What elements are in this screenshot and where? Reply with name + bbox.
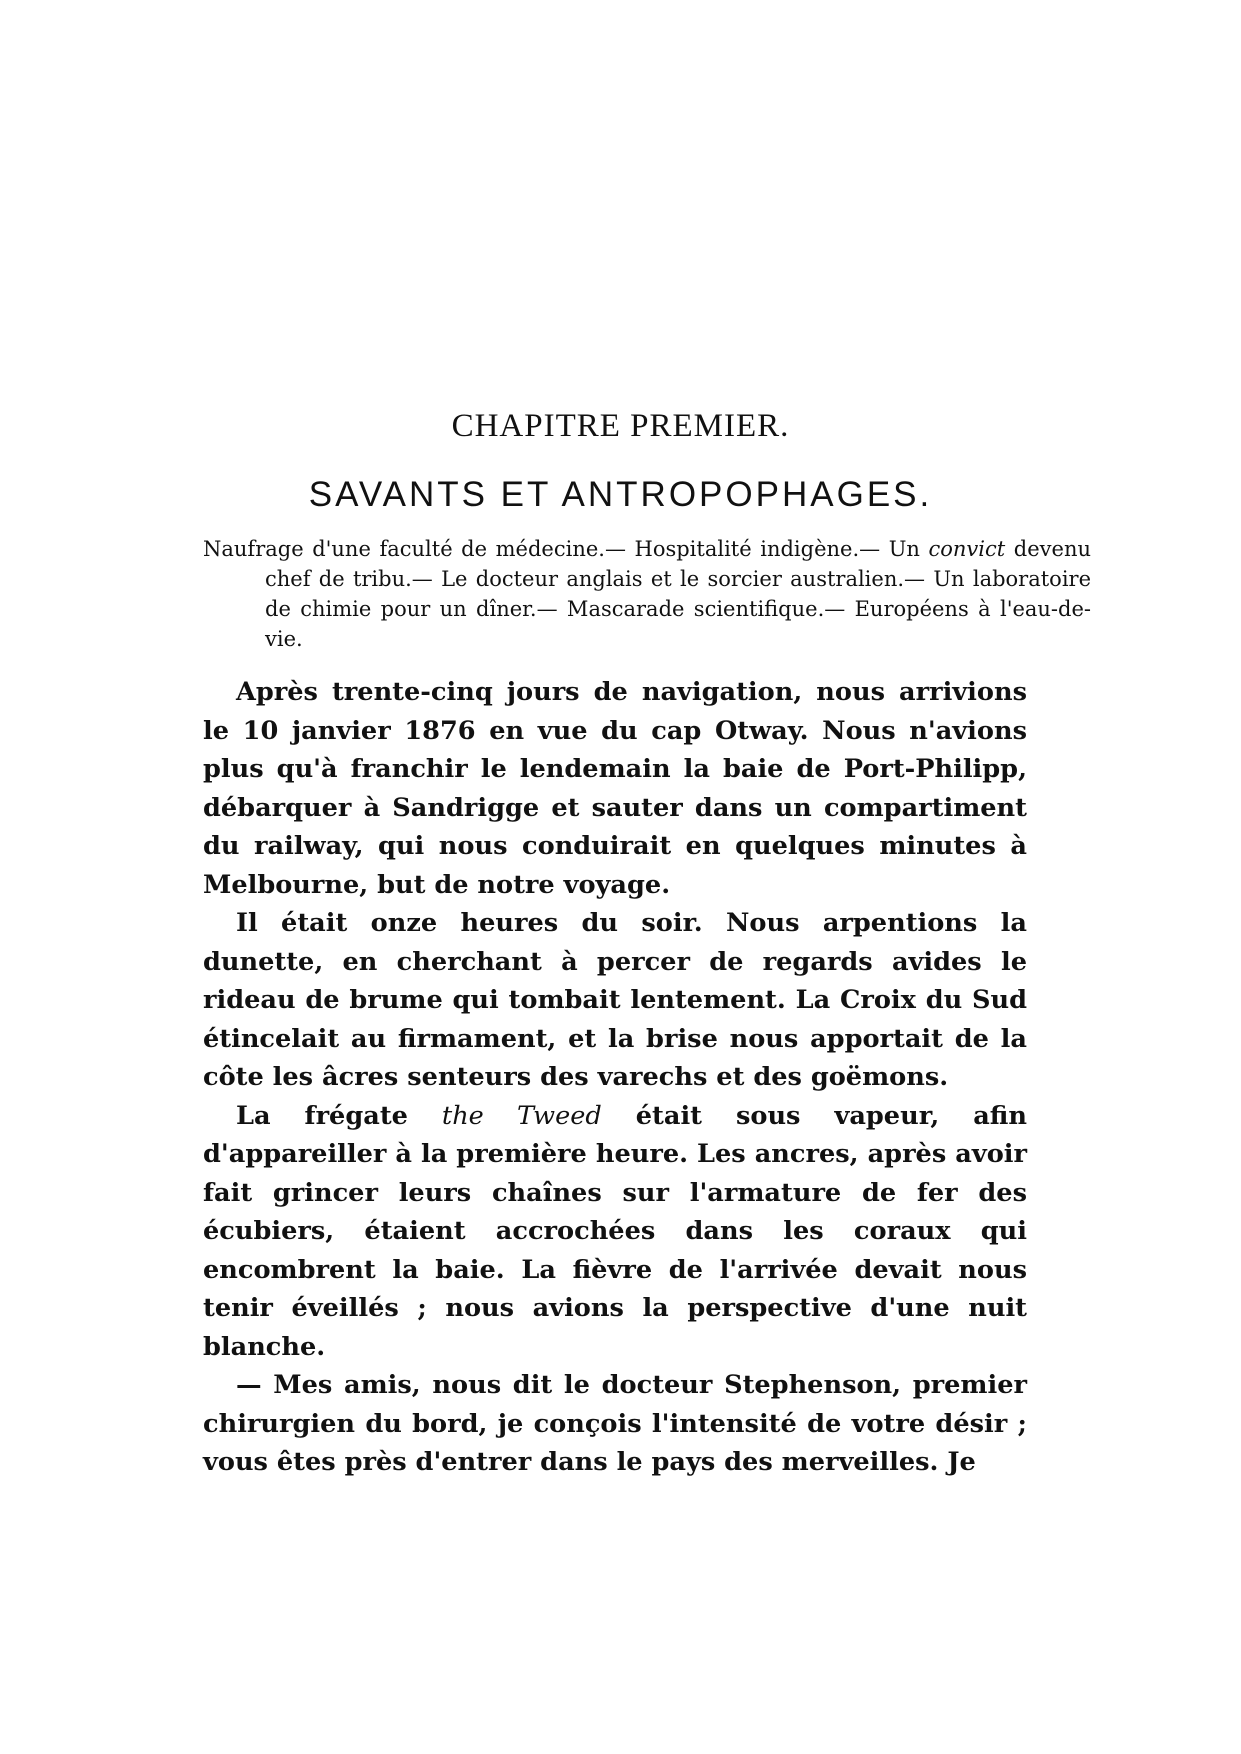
paragraph-arrival: Après trente-cinq jours de navigation, nous arrivions le 10 janvier 1876 en vue du cap Otway. Nous n'avions plus qu'à franchir le lendemain la baie de Port-Philipp, débarquer à Sandrigge et sauter dans un compartiment du railway, qui nous conduirait en quelques minutes à Melbourne, but de notre voyage. — [203, 677, 1027, 900]
paragraph-dialogue: — Mes amis, nous dit le docteur Stephenson, premier chirurgien du bord, je conçois l'intensité de votre désir ; vous êtes près d'entrer dans le pays des merveilles. Je — [203, 1370, 1027, 1477]
paragraph-frigate-start: La frégate — [236, 1100, 442, 1131]
paragraph-frigate-end: était sous vapeur, afin d'appareiller à la première heure. Les ancres, après avoir fait grincer leurs chaînes sur l'armature de fer des écubiers, étaient accrochées dans les coraux qui encombrent la baie. La fièvre de l'arrivée devait nous tenir éveillés ; nous avions la perspective d'une nuit blanche. — [203, 1100, 1028, 1362]
chapter-body — [203, 673, 1027, 1482]
paragraph-night: Il était onze heures du soir. Nous arpentions la dunette, en cherchant à percer de regards avides le rideau de brume qui tombait lentement. La Croix du Sud étincelait au firmament, et la brise nous apportait de la côte les âcres senteurs des varechs et des goëmons. — [203, 908, 1027, 1092]
chapter-number: CHAPITRE PREMIER. — [451, 408, 790, 444]
summary-convict-term: convict — [928, 537, 1006, 561]
paragraph-frigate — [203, 1097, 1027, 1367]
ship-name: the Tweed — [441, 1100, 602, 1131]
summary-text-end: devenu chef de tribu.— Le docteur anglais et le sorcier australien.— Un laboratoire de chimie pour un dîner.— Mascarade scientifique.— Européens à l'eau-de-vie. — [265, 537, 1092, 651]
summary-text-start: Naufrage d'une faculté de médecine.— Hospitalité indigène.— Un — [203, 537, 929, 561]
chapter-title: SAVANTS ET ANTROPOPHAGES. — [308, 475, 933, 514]
chapter-summary — [203, 534, 1091, 654]
